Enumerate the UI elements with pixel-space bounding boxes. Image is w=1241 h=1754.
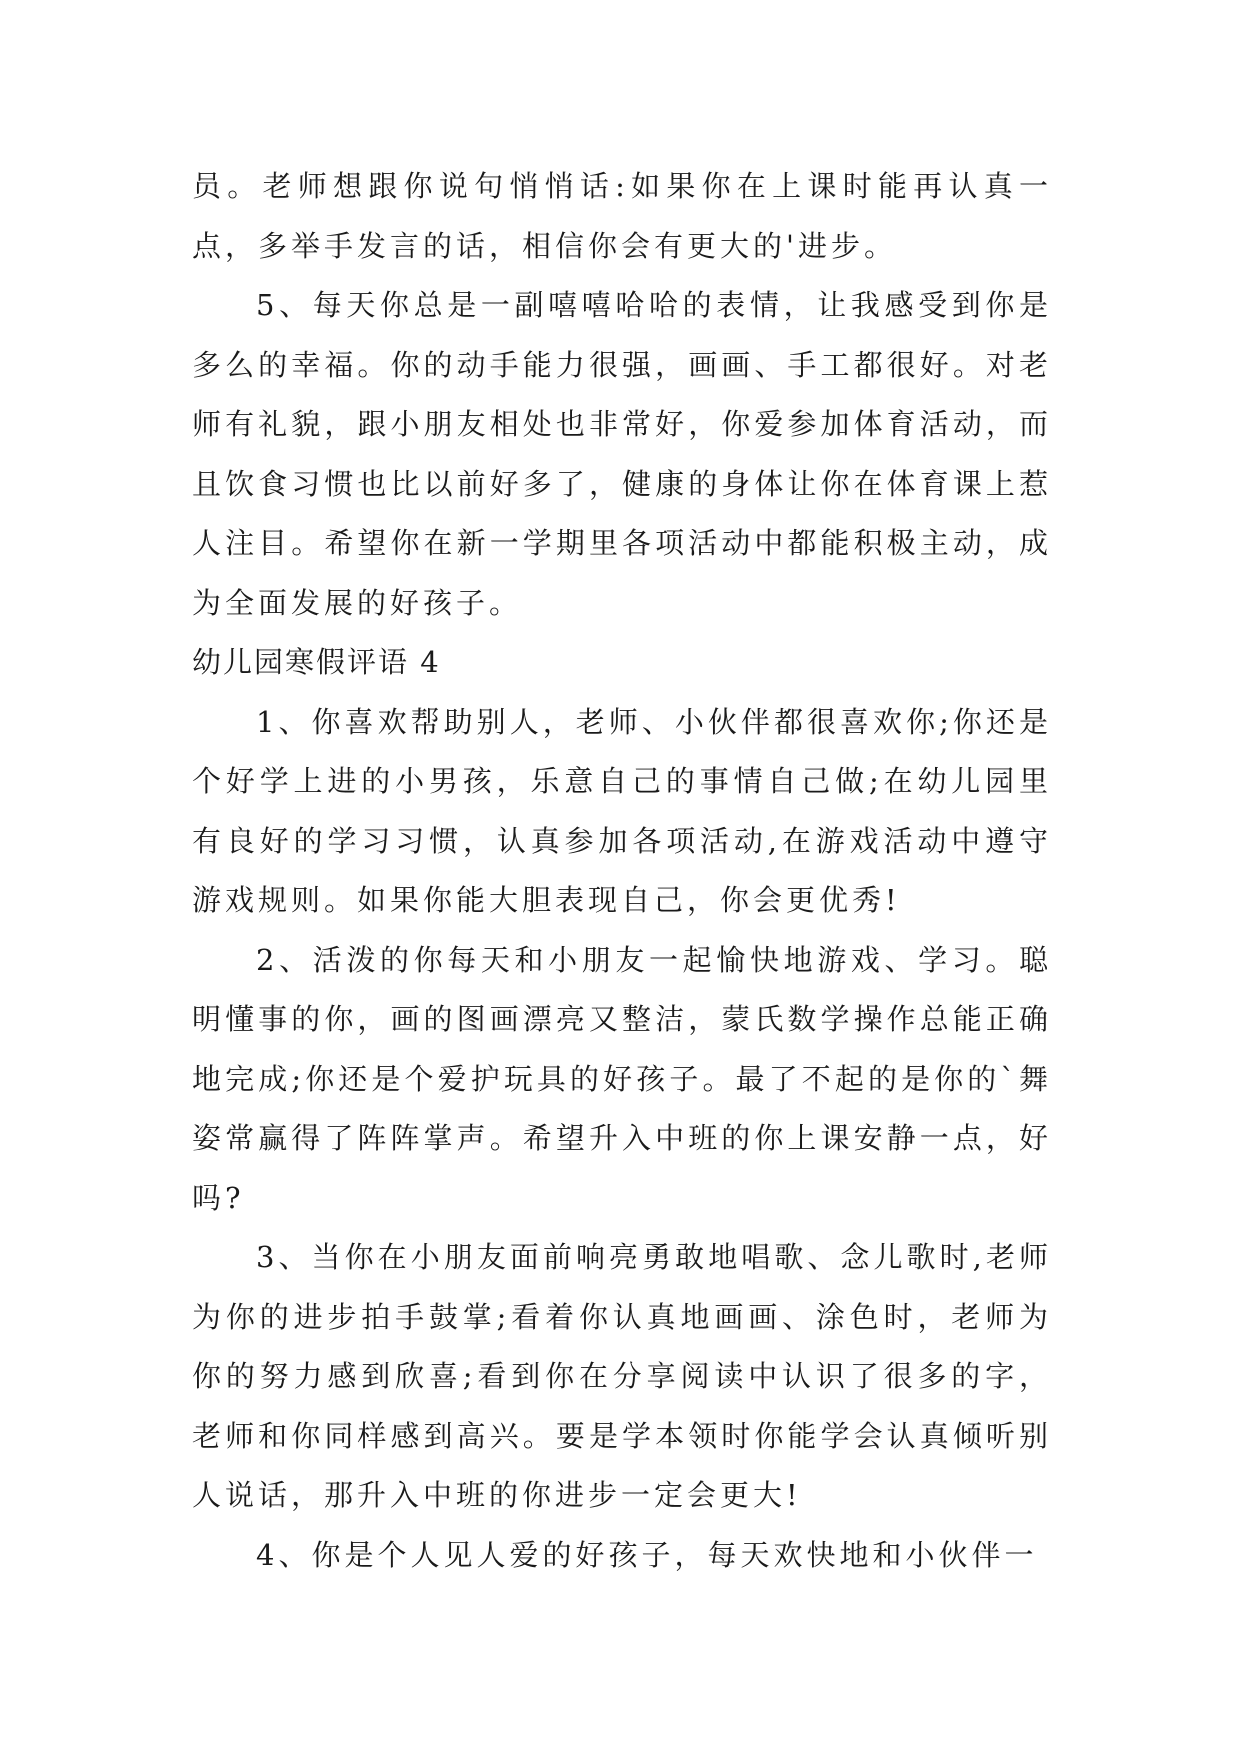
document-body [192,157,1052,1585]
paragraph-comment-1: 1、你喜欢帮助别人，老师、小伙伴都很喜欢你;你还是个好学上进的小男孩，乐意自己的事情自己做;在幼儿园里有良好的学习习惯，认真参加各项活动,在游戏活动中遵守游戏规则。如果你能大胆表现自己，你会更优秀! [192,704,1052,917]
section-heading: 幼儿园寒假评语 4 [192,645,441,679]
paragraph-comment-3: 3、当你在小朋友面前响亮勇敢地唱歌、念儿歌时,老师为你的进步拍手鼓掌;看着你认真地画画、涂色时，老师为你的努力感到欣喜;看到你在分享阅读中认识了很多的字，老师和你同样感到高兴。要是学本领时你能学会认真倾听别人说话，那升入中班的你进步一定会更大! [192,1240,1052,1512]
paragraph-comment-4: 4、你是个人见人爱的好孩子，每天欢快地和小伙伴一 [256,1537,1038,1572]
paragraph-comment-2: 2、活泼的你每天和小朋友一起愉快地游戏、学习。聪明懂事的你，画的图画漂亮又整洁，蒙氏数学操作总能正确地完成;你还是个爱护玩具的好孩子。最了不起的是你的`舞姿常赢得了阵阵掌声。希望升入中班的你上课安静一点，好吗? [192,942,1052,1215]
paragraph-continuation: 员。老师想跟你说句悄悄话:如果你在上课时能再认真一点，多举手发言的话，相信你会有更大的'进步。 [192,169,1052,263]
paragraph-comment-5: 5、每天你总是一副嘻嘻哈哈的表情，让我感受到你是多么的幸福。你的动手能力很强，画画、手工都很好。对老师有礼貌，跟小朋友相处也非常好，你爱参加体育活动，而且饮食习惯也比以前好多了，健康的身体让你在体育课上惹人注目。希望你在新一学期里各项活动中都能积极主动，成为全面发展的好孩子。 [192,288,1052,620]
